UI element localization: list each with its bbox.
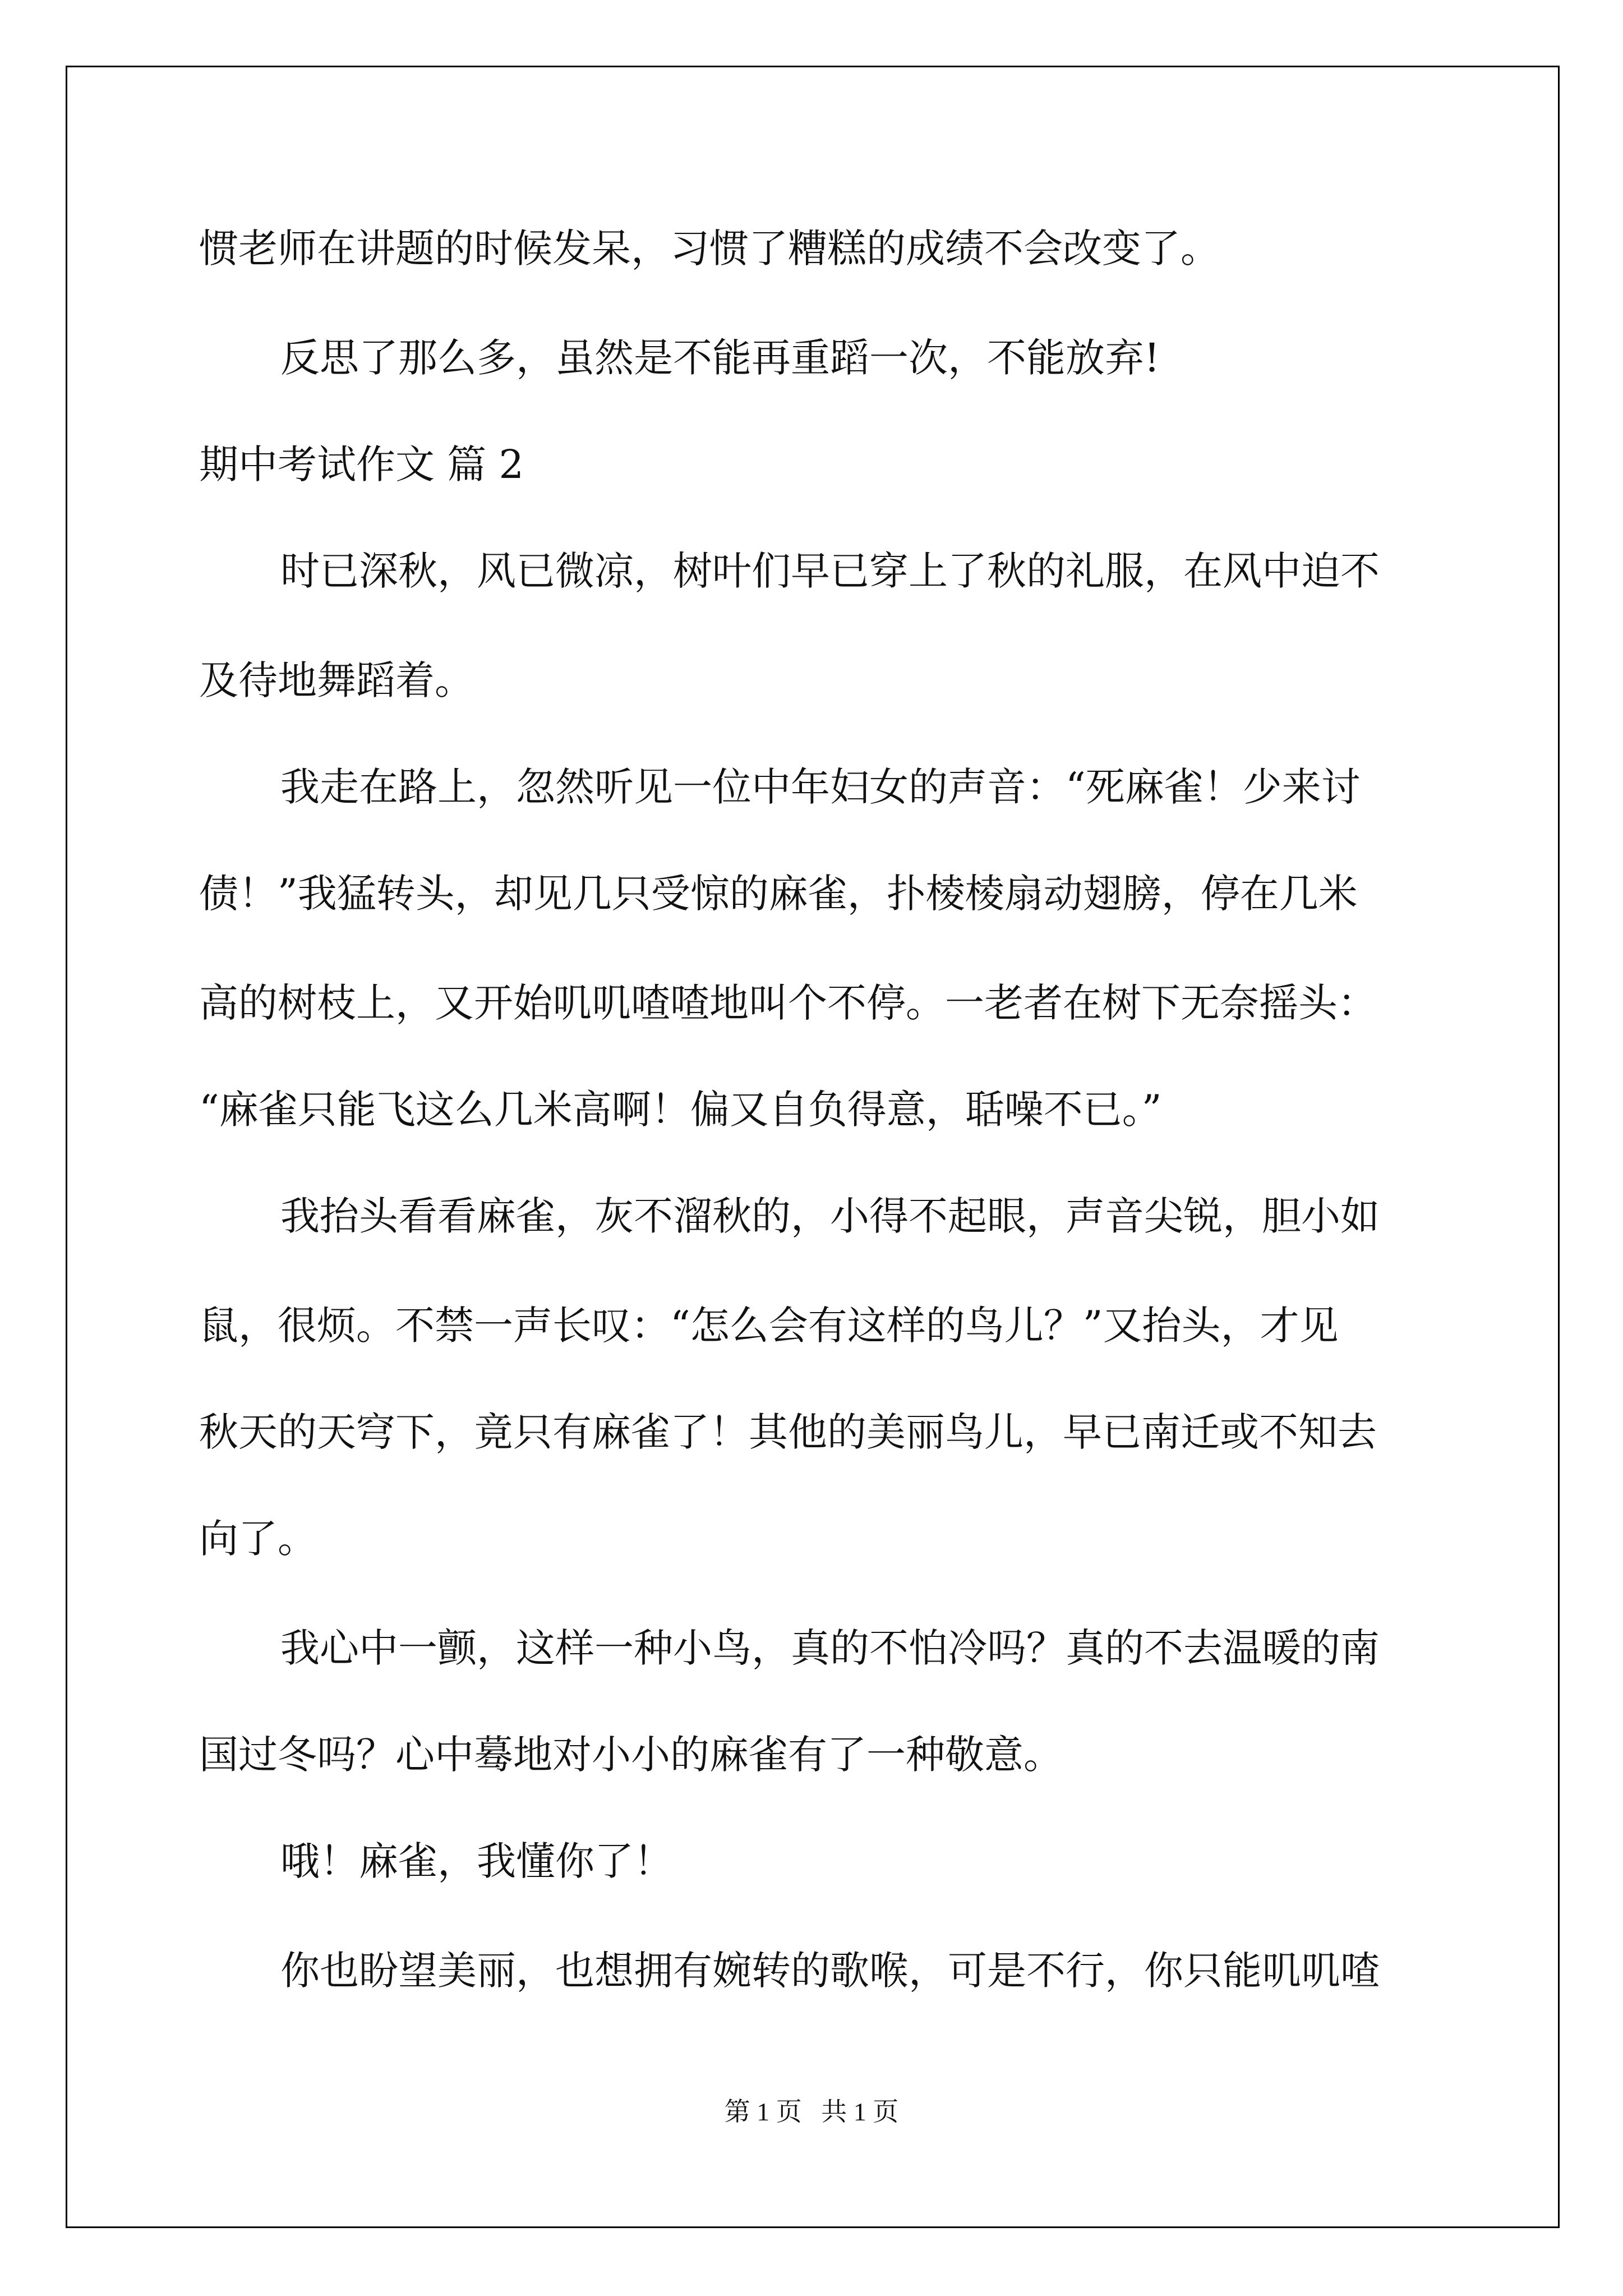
text-line: “麻雀只能飞这么几米高啊！偏又自负得意，聒噪不已。”	[199, 1087, 1162, 1133]
text-line: 我抬头看看麻雀，灰不溜秋的，小得不起眼，声音尖锐，胆小如	[280, 1193, 1380, 1239]
page-footer: 第 1 页 共 1 页	[724, 2097, 899, 2126]
text-line: 国过冬吗？心中蓦地对小小的麻雀有了一种敬意。	[199, 1732, 1063, 1778]
text-line: 惯老师在讲题的时候发呆，习惯了糟糕的成绩不会改变了。	[199, 226, 1220, 272]
text-line: 我走在路上，忽然听见一位中年妇女的声音：“死麻雀！少来讨	[280, 764, 1361, 810]
text-line: 时已深秋，风已微凉，树叶们早已穿上了秋的礼服，在风中迫不	[280, 548, 1380, 594]
text-line: 反思了那么多，虽然是不能再重蹈一次，不能放弃!	[280, 335, 1160, 381]
text-line: 你也盼望美丽，也想拥有婉转的歌喉，可是不行，你只能叽叽喳	[280, 1948, 1380, 1994]
text-line: 高的树枝上，又开始叽叽喳喳地叫个不停。一老者在树下无奈摇头：	[199, 980, 1377, 1026]
text-line: 秋天的天穹下，竟只有麻雀了！其他的美丽鸟儿，早已南迁或不知去	[199, 1409, 1377, 1455]
text-line: 债！”我猛转头，却见几只受惊的麻雀，扑棱棱扇动翅膀，停在几米	[199, 871, 1358, 917]
text-line: 鼠，很烦。不禁一声长叹：“怎么会有这样的鸟儿？”又抬头，才见	[199, 1303, 1339, 1349]
page-border	[66, 66, 1560, 2228]
text-line: 哦！麻雀，我懂你了！	[280, 1838, 673, 1884]
text-line: 我心中一颤，这样一种小鸟，真的不怕冷吗？真的不去温暖的南	[280, 1625, 1380, 1671]
text-line: 向了。	[199, 1516, 317, 1562]
section-heading: 期中考试作文 篇 2	[199, 441, 524, 487]
text-line: 及待地舞蹈着。	[199, 657, 474, 703]
